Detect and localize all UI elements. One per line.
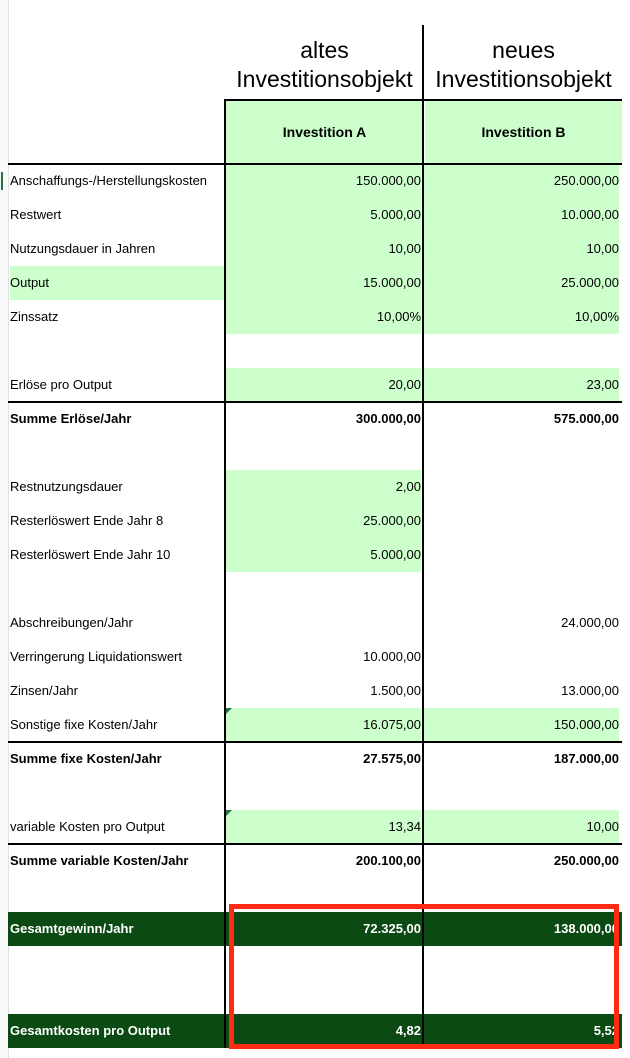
value-b[interactable]	[422, 572, 619, 606]
row-label[interactable]: variable Kosten pro Output	[10, 819, 165, 834]
value-b[interactable]	[422, 538, 619, 572]
row-label[interactable]: Output	[10, 266, 224, 300]
row-label[interactable]: Gesamtgewinn/Jahr	[10, 921, 134, 936]
row-label[interactable]: Gesamtkosten pro Output	[10, 1023, 171, 1038]
row-label[interactable]: Summe fixe Kosten/Jahr	[10, 751, 162, 766]
value-b[interactable]: 10,00	[422, 810, 619, 844]
table-row	[8, 844, 622, 878]
value-a[interactable]	[224, 606, 421, 640]
value-b[interactable]: 23,00	[422, 368, 619, 402]
column-divider	[422, 25, 424, 1048]
table-row	[8, 606, 622, 640]
value-a[interactable]	[224, 572, 421, 606]
table-row	[8, 300, 622, 334]
table-row	[8, 640, 622, 674]
value-b[interactable]: 24.000,00	[561, 615, 619, 630]
value-b[interactable]	[422, 946, 619, 980]
table-row-total-profit	[8, 912, 622, 946]
table-row	[8, 946, 622, 980]
value-a[interactable]: 2,00	[224, 470, 421, 504]
value-b[interactable]: 5,52	[593, 1023, 619, 1038]
value-b[interactable]	[422, 334, 619, 368]
table-row	[8, 334, 622, 368]
row-label[interactable]: Erlöse pro Output	[10, 377, 112, 392]
value-b[interactable]	[422, 878, 619, 912]
table-row	[8, 164, 622, 198]
value-b[interactable]: 250.000,00	[553, 853, 619, 868]
value-b[interactable]: 13.000,00	[561, 683, 619, 698]
row-label[interactable]	[10, 980, 224, 1014]
value-b[interactable]	[422, 776, 619, 810]
value-b[interactable]: 25.000,00	[422, 266, 619, 300]
value-b[interactable]: 138.000,00	[553, 921, 619, 936]
value-b[interactable]: 10.000,00	[422, 198, 619, 232]
row-label[interactable]: Verringerung Liquidationswert	[10, 649, 182, 664]
col-b-title[interactable]: neues Investitionsobjekt	[435, 37, 612, 92]
table-row	[8, 538, 622, 572]
value-a[interactable]	[224, 334, 421, 368]
cell-comment-indicator-icon[interactable]	[226, 810, 232, 816]
row-label[interactable]	[10, 572, 224, 606]
value-a[interactable]	[224, 980, 421, 1014]
value-b[interactable]	[422, 470, 619, 504]
value-a[interactable]: 200.100,00	[355, 853, 421, 868]
value-a[interactable]: 10,00%	[224, 300, 421, 334]
row-label[interactable]	[10, 946, 224, 980]
column-header-bottom-border	[8, 163, 622, 165]
sum-revenue-top-border	[8, 401, 622, 403]
col-a-title[interactable]: altes Investitionsobjekt	[236, 37, 413, 92]
row-label[interactable]: Nutzungsdauer in Jahren	[10, 241, 156, 256]
row-label[interactable]: Anschaffungs-/Herstellungskosten	[10, 173, 208, 188]
col-b-label[interactable]: Investition B	[425, 101, 622, 164]
row-label[interactable]: Sonstige fixe Kosten/Jahr	[10, 717, 158, 732]
row-label[interactable]	[10, 776, 224, 810]
value-b[interactable]	[422, 980, 619, 1014]
table-row-total-cost-per-output	[8, 1014, 622, 1048]
header-bottom-border	[224, 99, 622, 101]
row-label[interactable]: Restnutzungsdauer	[10, 479, 123, 494]
row-label[interactable]: Resterlöswert Ende Jahr 8	[10, 513, 164, 528]
value-a[interactable]: 4,82	[395, 1023, 421, 1038]
value-b[interactable]	[422, 504, 619, 538]
table-row	[8, 470, 622, 504]
table-row	[8, 402, 622, 436]
row-label[interactable]	[10, 436, 224, 470]
sum-fixed-top-border	[8, 741, 622, 743]
value-b[interactable]: 10,00%	[422, 300, 619, 334]
value-a[interactable]: 27.575,00	[363, 751, 421, 766]
value-b[interactable]: 150.000,00	[422, 708, 619, 742]
cell-comment-indicator-icon[interactable]	[226, 708, 232, 714]
value-b[interactable]: 575.000,00	[553, 411, 619, 426]
value-a[interactable]: 20,00	[224, 368, 421, 402]
value-a[interactable]: 10.000,00	[363, 649, 421, 664]
value-a[interactable]: 72.325,00	[363, 921, 421, 936]
table-row	[8, 810, 622, 844]
value-a[interactable]	[224, 878, 421, 912]
row-label[interactable]: Abschreibungen/Jahr	[10, 615, 133, 630]
table-row	[8, 708, 622, 742]
col-a-label[interactable]: Investition A	[226, 101, 423, 164]
table-row	[8, 266, 622, 300]
value-a[interactable]: 300.000,00	[355, 411, 421, 426]
value-a[interactable]	[224, 946, 421, 980]
table-row	[8, 368, 622, 402]
value-a[interactable]: 25.000,00	[224, 504, 421, 538]
sum-variable-top-border	[8, 843, 622, 845]
value-b[interactable]	[422, 436, 619, 470]
table-row	[8, 980, 622, 1014]
value-a[interactable]: 1.500,00	[370, 683, 421, 698]
row-label[interactable]: Summe variable Kosten/Jahr	[10, 853, 189, 868]
value-a[interactable]	[224, 436, 421, 470]
table-row	[8, 572, 622, 606]
value-a[interactable]: 13,34	[224, 810, 421, 844]
table-row	[8, 232, 622, 266]
value-a[interactable]: 15.000,00	[224, 266, 421, 300]
value-b[interactable]: 10,00	[422, 232, 619, 266]
value-a[interactable]	[224, 776, 421, 810]
value-a[interactable]: 5.000,00	[224, 198, 421, 232]
table-row	[8, 504, 622, 538]
table-row	[8, 198, 622, 232]
row-label[interactable]: Resterlöswert Ende Jahr 10	[10, 547, 171, 562]
column-a-left-border	[224, 100, 226, 1048]
row-label[interactable]: Restwert	[10, 207, 62, 222]
value-b[interactable]	[422, 640, 619, 674]
value-b[interactable]: 250.000,00	[422, 164, 619, 198]
table-row	[8, 674, 622, 708]
table-row	[8, 776, 622, 810]
value-a[interactable]: 5.000,00	[224, 538, 421, 572]
table-row	[8, 878, 622, 912]
row-label[interactable]	[10, 334, 224, 368]
active-row-indicator	[1, 172, 3, 190]
row-label[interactable]: Zinssatz	[10, 309, 59, 324]
table-row	[8, 742, 622, 776]
row-label[interactable]	[10, 878, 224, 912]
table-row	[8, 436, 622, 470]
value-a[interactable]: 150.000,00	[224, 164, 421, 198]
value-a[interactable]: 10,00	[224, 232, 421, 266]
row-label[interactable]: Summe Erlöse/Jahr	[10, 411, 132, 426]
value-b[interactable]: 187.000,00	[553, 751, 619, 766]
value-a[interactable]: 16.075,00	[224, 708, 421, 742]
row-label[interactable]: Zinsen/Jahr	[10, 683, 78, 698]
